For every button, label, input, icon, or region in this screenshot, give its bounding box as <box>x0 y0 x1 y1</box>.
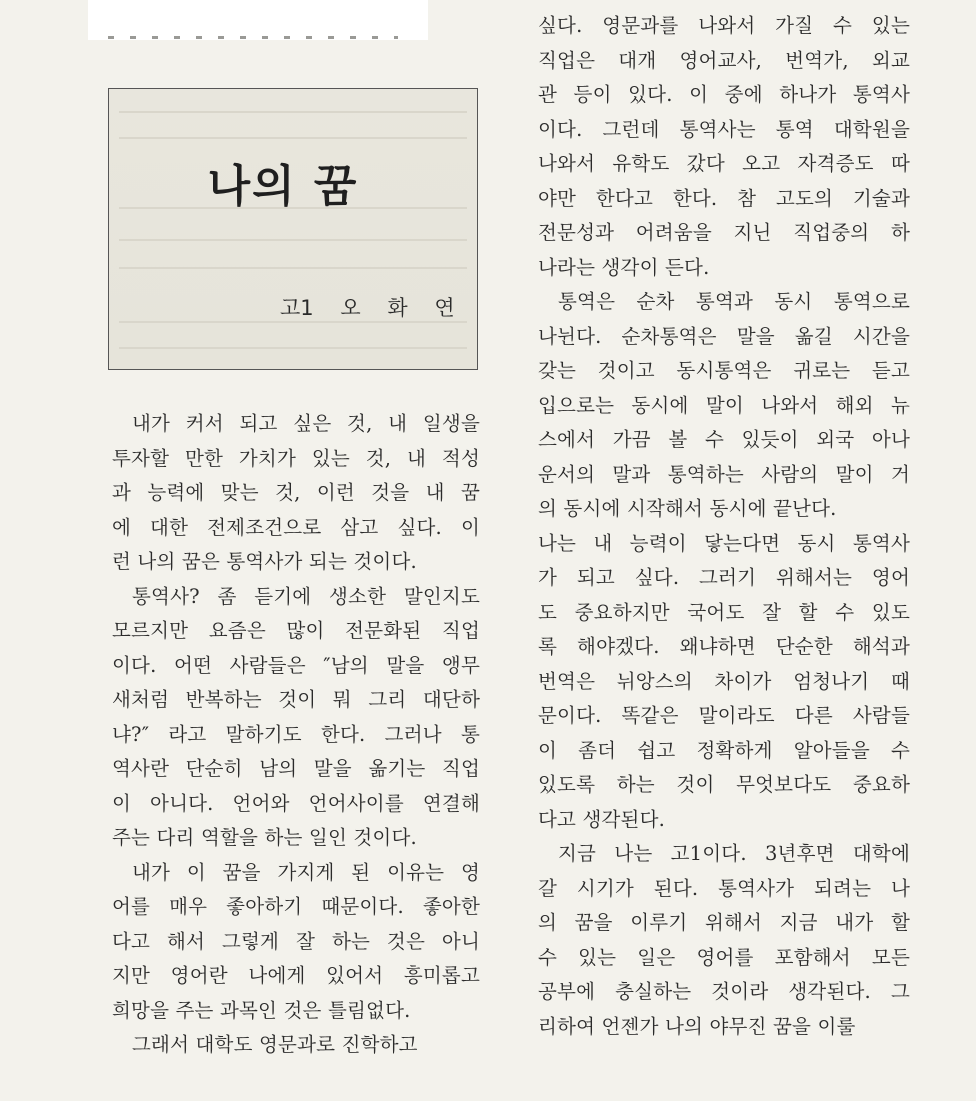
text-line: 모르지만 요즘은 많이 전문화된 직업 <box>112 619 480 642</box>
byline-name-1: 오 <box>340 296 361 320</box>
bleed-through-line <box>119 239 467 241</box>
text-line: 갖는 것이고 동시통역은 귀로는 듣고 <box>538 359 910 382</box>
text-line: 냐?″ 라고 말하기도 한다. 그러나 통 <box>112 722 480 746</box>
text-line: 투자할 만한 가치가 있는 것, 내 적성 <box>112 446 480 470</box>
text-line: 내가 이 꿈을 가지게 된 이유는 영 <box>132 860 480 884</box>
text-line: 가 되고 싶다. 그러기 위해서는 영어 <box>538 566 910 589</box>
text-line: 전문성과 어려움을 지닌 직업중의 하 <box>538 221 910 244</box>
text-line: 번역은 뉘앙스의 차이가 엄청나기 때 <box>538 669 910 693</box>
text-line: 다고 해서 그렇게 잘 하는 것은 아니 <box>112 929 480 953</box>
text-line: 야만 한다고 한다. 참 고도의 기술과 <box>538 186 910 210</box>
text-line: 나는 내 능력이 닿는다면 동시 통역사 <box>538 531 910 555</box>
text-line: 문이다. 똑같은 말이라도 다른 사람들 <box>538 704 910 727</box>
text-line: 역사란 단순히 남의 말을 옮기는 직업 <box>112 757 480 780</box>
text-line: 이다. 어떤 사람들은 ″남의 말을 앵무 <box>112 653 480 677</box>
text-line: 다고 생각된다. <box>538 807 666 831</box>
text-line: 도 중요하지만 국어도 잘 할 수 있도 <box>538 600 910 624</box>
text-line: 의 꿈을 이루기 위해서 지금 내가 할 <box>538 911 910 934</box>
text-line: 지금 나는 고1이다. 3년후면 대학에 <box>558 842 910 865</box>
byline-name-3: 연 <box>434 296 455 320</box>
text-line: 나뉜다. 순차통역은 말을 옮길 시간을 <box>538 324 910 348</box>
text-line: 통역은 순차 통역과 동시 통역으로 <box>558 290 910 313</box>
text-line: 스에서 가끔 볼 수 있듯이 외국 아나 <box>538 428 910 451</box>
left-text-column <box>112 407 480 1063</box>
text-line: 어를 매우 좋아하기 때문이다. 좋아한 <box>112 895 480 918</box>
text-line: 이 아니다. 언어와 언어사이를 연결해 <box>112 791 480 815</box>
text-line: 나라는 생각이 든다. <box>538 255 710 279</box>
text-line: 운서의 말과 통역하는 사람의 말이 거 <box>538 462 910 486</box>
text-line: 의 동시에 시작해서 동시에 끝난다. <box>538 497 837 520</box>
bleed-through-line <box>119 347 467 349</box>
text-line: 리하여 언젠가 나의 야무진 꿈을 이룰 <box>538 1014 856 1038</box>
bleed-through-line <box>119 111 467 113</box>
text-line: 공부에 충실하는 것이라 생각된다. 그 <box>538 980 910 1003</box>
text-line: 런 나의 꿈은 통역사가 되는 것이다. <box>112 550 417 573</box>
text-line: 통역사? 좀 듣기에 생소한 말인지도 <box>132 584 480 608</box>
text-line: 이 좀더 쉽고 정확하게 알아들을 수 <box>538 738 910 762</box>
text-line: 나와서 유학도 갔다 오고 자격증도 따 <box>538 152 910 175</box>
text-line: 갈 시기가 된다. 통역사가 되려는 나 <box>538 876 910 900</box>
text-line: 과 능력에 맞는 것, 이런 것을 내 꿈 <box>112 481 480 504</box>
text-line: 지만 영어란 나에게 있어서 흥미롭고 <box>112 964 480 987</box>
author-byline <box>280 292 475 322</box>
text-line: 수 있는 일은 영어를 포함해서 모든 <box>538 945 910 969</box>
text-line: 이다. 그런데 통역사는 통역 대학원을 <box>538 117 910 141</box>
decorative-dotted-line <box>108 36 398 39</box>
text-line: 입으로는 동시에 말이 나와서 해외 뉴 <box>538 393 910 417</box>
text-line: 희망을 주는 과목인 것은 틀림없다. <box>112 998 411 1022</box>
text-line: 내가 커서 되고 싶은 것, 내 일생을 <box>132 412 480 435</box>
text-line: 관 등이 있다. 이 중에 하나가 통역사 <box>538 83 910 106</box>
text-line: 주는 다리 역할을 하는 일인 것이다. <box>112 826 417 849</box>
text-line: 싶다. 영문과를 나와서 가질 수 있는 <box>538 14 910 37</box>
right-text-column <box>538 9 910 1044</box>
text-line: 그래서 대학도 영문과로 진학하고 <box>132 1033 418 1056</box>
byline-grade: 고1 <box>280 296 314 320</box>
text-line: 록 해야겠다. 왜냐하면 단순한 해석과 <box>538 635 910 658</box>
byline-name-2: 화 <box>387 296 408 320</box>
bleed-through-line <box>119 267 467 269</box>
title-box <box>108 88 478 370</box>
top-paper-strip <box>88 0 428 40</box>
text-line: 직업은 대개 영어교사, 번역가, 외교 <box>538 48 910 72</box>
text-line: 있도록 하는 것이 무엇보다도 중요하 <box>538 773 910 796</box>
bleed-through-line <box>119 137 467 139</box>
text-line: 새처럼 반복하는 것이 뭐 그리 대단하 <box>112 688 480 711</box>
text-line: 에 대한 전제조건으로 삼고 싶다. 이 <box>112 515 480 539</box>
article-title: 나의 꿈 <box>207 161 359 212</box>
